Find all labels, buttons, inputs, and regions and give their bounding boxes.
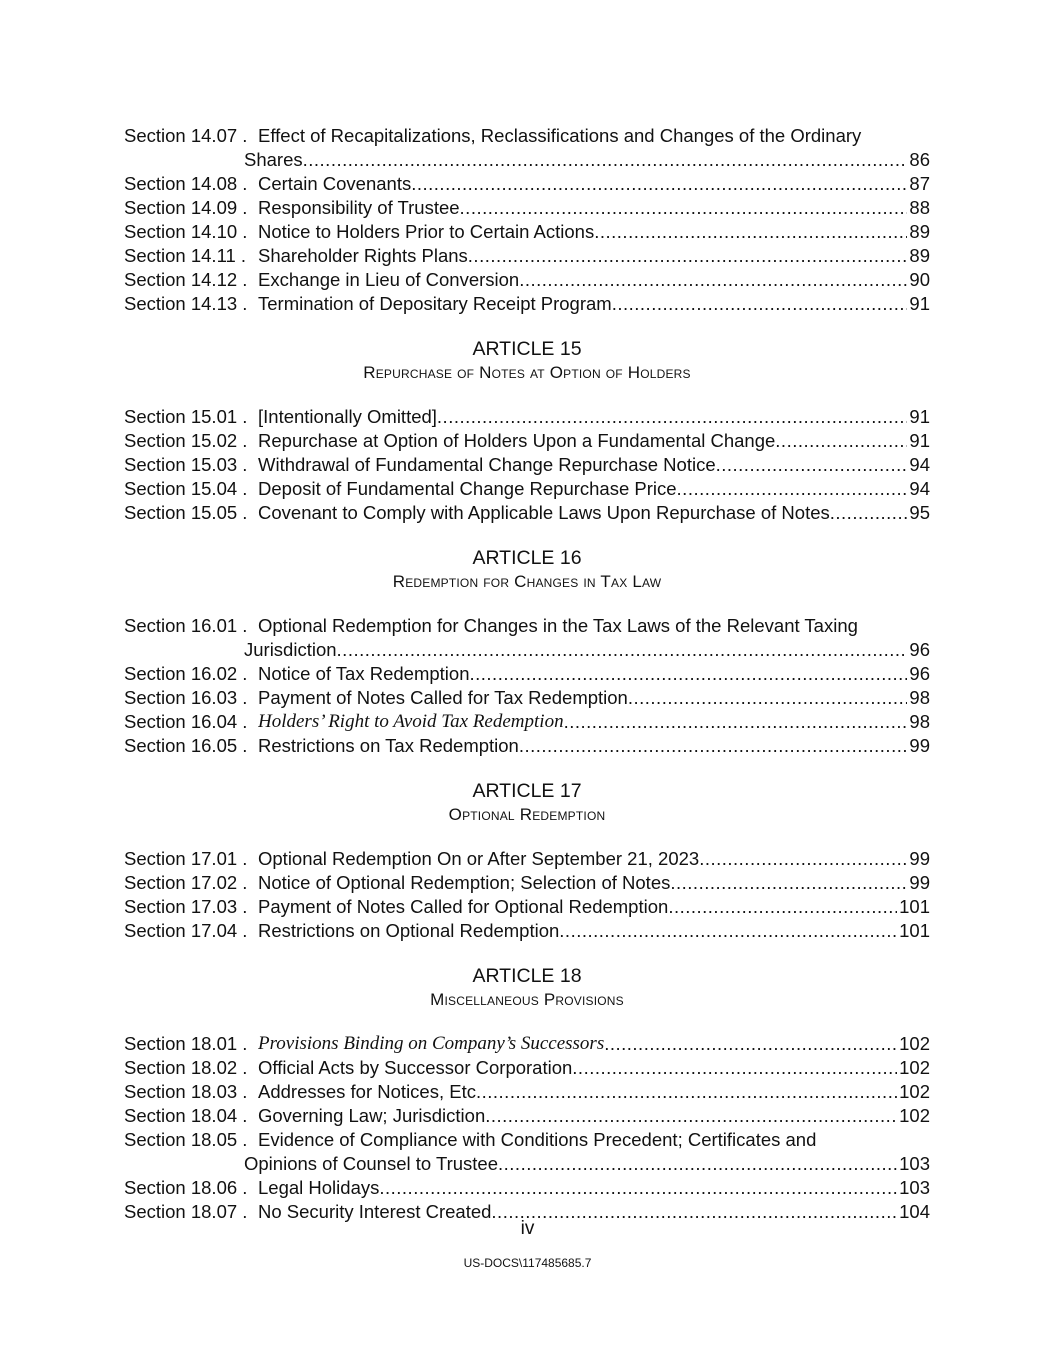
toc-page-number: 104	[899, 1201, 930, 1222]
dot-leader	[716, 453, 908, 477]
toc-entry-title-wrap	[258, 244, 930, 268]
section-number: Section 14.12 .	[124, 269, 248, 290]
toc-entry-title-wrap	[258, 871, 930, 895]
toc-entry-title-wrap	[258, 453, 930, 477]
toc-leader-line	[258, 244, 930, 268]
dot-leader	[612, 292, 908, 316]
section-number: Section 18.04 .	[124, 1105, 248, 1126]
section-number: Section 18.01 .	[124, 1033, 248, 1054]
toc-entry-title-wrap	[258, 196, 930, 220]
toc-entry-title-wrap	[258, 710, 930, 734]
toc-entry	[124, 1056, 930, 1080]
section-number: Section 14.13 .	[124, 293, 248, 314]
toc-page-number: 91	[909, 293, 930, 314]
toc-entry	[124, 292, 930, 316]
dot-leader	[519, 734, 908, 758]
dot-leader	[668, 895, 897, 919]
toc-page-number: 102	[899, 1057, 930, 1078]
toc-entry-title-wrap	[258, 895, 930, 919]
toc-entry-title-wrap	[258, 734, 930, 758]
toc-leader-line	[258, 734, 930, 758]
toc-page-number: 103	[899, 1177, 930, 1198]
toc-page-number: 90	[909, 269, 930, 290]
toc-entry-title: Restrictions on Optional Redemption	[258, 920, 560, 941]
toc-entry-title-wrap	[244, 148, 930, 172]
section-number: Section 14.10 .	[124, 221, 248, 242]
toc-page-number: 99	[909, 848, 930, 869]
toc-entry	[124, 686, 930, 710]
toc-entry	[124, 244, 930, 268]
toc-entry-title: Evidence of Compliance with Conditions Precedent; Certificates and	[258, 1129, 817, 1150]
toc-entry	[124, 1128, 930, 1152]
toc-entry	[124, 662, 930, 686]
toc-page-number: 94	[909, 478, 930, 499]
toc-entry	[124, 453, 930, 477]
toc-entry-title-wrap	[258, 477, 930, 501]
dot-leader	[594, 220, 907, 244]
dot-leader	[476, 1080, 897, 1104]
dot-leader	[699, 847, 907, 871]
dot-leader	[572, 1056, 897, 1080]
toc-entry-title-wrap	[258, 172, 930, 196]
toc-entry-title: Jurisdiction	[244, 639, 337, 660]
toc-leader-line	[258, 501, 930, 525]
dot-leader	[437, 405, 908, 429]
toc-entry-title-wrap	[258, 268, 930, 292]
toc-entry	[124, 1032, 930, 1056]
article-heading: ARTICLE 17	[472, 780, 582, 802]
section-number: Section 14.08 .	[124, 173, 248, 194]
section-number: Section 15.02 .	[124, 430, 248, 451]
dot-leader	[337, 638, 908, 662]
toc-entry-title-wrap	[258, 614, 930, 638]
toc-entry	[124, 220, 930, 244]
toc-leader-line	[258, 686, 930, 710]
section-number: Section 18.06 .	[124, 1177, 248, 1198]
toc-page-number: 96	[909, 663, 930, 684]
toc-leader-line	[258, 1176, 930, 1200]
toc-leader-line	[258, 1080, 930, 1104]
toc-entry-title: Deposit of Fundamental Change Repurchase Price	[258, 478, 677, 499]
toc-entry	[124, 196, 930, 220]
toc-entry	[124, 871, 930, 895]
toc-entry-title: Provisions Binding on Company’s Successors	[258, 1033, 605, 1054]
toc-entry	[124, 614, 930, 638]
dot-leader	[460, 196, 908, 220]
toc-entry-title-wrap	[258, 220, 930, 244]
article-heading: ARTICLE 18	[472, 965, 582, 987]
section-number: Section 16.03 .	[124, 687, 248, 708]
toc-entry-title-wrap	[258, 1104, 930, 1128]
toc-page-number: 89	[909, 245, 930, 266]
toc-leader-line	[258, 895, 930, 919]
toc-entry	[124, 477, 930, 501]
toc-entry-title: Optional Redemption for Changes in the Tax Laws of the Relevant Taxing	[258, 615, 858, 636]
toc-entry-title: Termination of Depositary Receipt Program	[258, 293, 612, 314]
section-number: Section 18.02 .	[124, 1057, 248, 1078]
toc-entry-title: Legal Holidays	[258, 1177, 380, 1198]
toc-leader-line	[258, 172, 930, 196]
toc-entry-title-wrap	[258, 429, 930, 453]
toc-entry	[124, 124, 930, 148]
toc-entry-title-wrap	[258, 1128, 930, 1152]
toc-page-number: 99	[909, 735, 930, 756]
toc-entry-title: Official Acts by Successor Corporation	[258, 1057, 573, 1078]
toc-entry	[124, 919, 930, 943]
article-subtitle: Redemption for Changes in Tax Law	[392, 572, 662, 591]
toc-entry-title: Shares	[244, 149, 303, 170]
dot-leader	[559, 919, 897, 943]
toc-entry-title: Notice of Optional Redemption; Selection of Notes	[258, 872, 671, 893]
toc-page-number: 102	[899, 1033, 930, 1054]
toc-page-number: 95	[909, 502, 930, 523]
toc-leader-line	[258, 292, 930, 316]
toc-leader-line	[258, 429, 930, 453]
section-number: Section 16.04 .	[124, 711, 248, 732]
section-number: Section 15.05 .	[124, 502, 248, 523]
section-number: Section 17.04 .	[124, 920, 248, 941]
section-number: Section 16.01 .	[124, 615, 248, 636]
toc-page-number: 101	[899, 896, 930, 917]
toc-entry-title: No Security Interest Created	[258, 1201, 492, 1222]
toc-entry-title-wrap	[244, 1152, 930, 1176]
toc-entry-title: Payment of Notes Called for Optional Redemption	[258, 896, 669, 917]
toc-entry	[124, 710, 930, 734]
toc-entry-title: Exchange in Lieu of Conversion	[258, 269, 520, 290]
dot-leader	[498, 1152, 897, 1176]
section-number: Section 14.09 .	[124, 197, 248, 218]
toc-entry-title: Covenant to Comply with Applicable Laws Upon Repurchase of Notes	[258, 502, 830, 523]
toc-page-number: 102	[899, 1081, 930, 1102]
section-number: Section 14.11 .	[124, 245, 247, 266]
toc-entry-continuation	[124, 638, 930, 662]
toc-entry	[124, 1080, 930, 1104]
toc-entry-title-wrap	[258, 124, 930, 148]
toc-page-number: 101	[899, 920, 930, 941]
toc-entry-title: Withdrawal of Fundamental Change Repurchase Notice	[258, 454, 716, 475]
toc-page-number: 94	[909, 454, 930, 475]
toc-leader-line	[258, 1056, 930, 1080]
toc-entry	[124, 1104, 930, 1128]
toc-entry	[124, 895, 930, 919]
toc-entry-title: Notice of Tax Redemption	[258, 663, 470, 684]
toc-entry-title: Addresses for Notices, Etc	[258, 1081, 476, 1102]
section-number: Section 15.04 .	[124, 478, 248, 499]
dot-leader	[677, 477, 908, 501]
toc-leader-line	[244, 1152, 930, 1176]
toc-entry	[124, 1176, 930, 1200]
toc-leader-line	[258, 710, 930, 734]
toc-leader-line	[258, 453, 930, 477]
toc-page-number: 98	[909, 687, 930, 708]
toc-entry	[124, 405, 930, 429]
toc-page-number: 98	[909, 711, 930, 732]
dot-leader	[379, 1176, 897, 1200]
toc-page-number: 103	[899, 1153, 930, 1174]
toc-leader-line	[258, 847, 930, 871]
article-subtitle: Miscellaneous Provisions	[430, 990, 624, 1009]
toc-entry-title-wrap	[258, 662, 930, 686]
article-subtitle: Optional Redemption	[448, 805, 606, 824]
toc-page-number: 87	[909, 173, 930, 194]
section-number: Section 15.01 .	[124, 406, 248, 427]
dot-leader	[485, 1104, 897, 1128]
toc-entry-title-wrap	[258, 501, 930, 525]
toc-entry-title: Holders’ Right to Avoid Tax Redemption	[258, 711, 564, 732]
dot-leader	[411, 172, 907, 196]
section-number: Section 17.02 .	[124, 872, 248, 893]
dot-leader	[830, 501, 908, 525]
toc-entry-title-wrap	[258, 1080, 930, 1104]
toc-entry-title: Certain Covenants	[258, 173, 412, 194]
dot-leader	[775, 429, 907, 453]
article-heading: ARTICLE 16	[472, 547, 582, 569]
toc-leader-line	[258, 1032, 930, 1056]
toc-leader-line	[258, 405, 930, 429]
table-of-contents	[124, 124, 930, 1224]
article-heading: ARTICLE 15	[472, 338, 582, 360]
toc-entry-title: Responsibility of Trustee	[258, 197, 460, 218]
toc-page-number: 102	[899, 1105, 930, 1126]
toc-leader-line	[244, 148, 930, 172]
toc-leader-line	[258, 662, 930, 686]
section-number: Section 17.01 .	[124, 848, 248, 869]
toc-entry-continuation	[124, 148, 930, 172]
dot-leader	[519, 268, 907, 292]
toc-leader-line	[258, 919, 930, 943]
dot-leader	[670, 871, 907, 895]
toc-entry-title-wrap	[258, 405, 930, 429]
toc-entry-title: Payment of Notes Called for Tax Redemption	[258, 687, 628, 708]
toc-entry	[124, 734, 930, 758]
article-subtitle: Repurchase of Notes at Option of Holders	[363, 363, 691, 382]
toc-entry-title: Governing Law; Jurisdiction	[258, 1105, 486, 1126]
dot-leader	[303, 148, 908, 172]
toc-leader-line	[258, 1104, 930, 1128]
document-id: US-DOCS\117485685.7	[463, 1256, 592, 1270]
section-number: Section 18.03 .	[124, 1081, 248, 1102]
toc-page-number: 89	[909, 221, 930, 242]
toc-entry-title-wrap	[244, 638, 930, 662]
toc-leader-line	[258, 871, 930, 895]
toc-leader-line	[258, 196, 930, 220]
page-number: iv	[520, 1218, 535, 1239]
toc-entry-title-wrap	[258, 292, 930, 316]
section-number: Section 18.07 .	[124, 1201, 248, 1222]
toc-entry	[124, 501, 930, 525]
toc-entry-title-wrap	[258, 1056, 930, 1080]
dot-leader	[628, 686, 908, 710]
dot-leader	[470, 662, 908, 686]
toc-page-number: 86	[909, 149, 930, 170]
section-number: Section 18.05 .	[124, 1129, 248, 1150]
section-number: Section 16.05 .	[124, 735, 248, 756]
section-number: Section 16.02 .	[124, 663, 248, 684]
toc-page-number: 88	[909, 197, 930, 218]
toc-entry-title: Optional Redemption On or After September 21, 2023	[258, 848, 700, 869]
toc-entry	[124, 429, 930, 453]
toc-leader-line	[258, 220, 930, 244]
toc-page-number: 91	[909, 406, 930, 427]
toc-entry-continuation	[124, 1152, 930, 1176]
dot-leader	[564, 710, 908, 734]
toc-entry-title: [Intentionally Omitted]	[258, 406, 437, 427]
toc-entry-title: Repurchase at Option of Holders Upon a Fundamental Change	[258, 430, 776, 451]
dot-leader	[604, 1032, 897, 1056]
toc-entry-title-wrap	[258, 1176, 930, 1200]
dot-leader	[468, 244, 908, 268]
toc-entry	[124, 268, 930, 292]
toc-entry-title: Restrictions on Tax Redemption	[258, 735, 519, 756]
toc-entry-title-wrap	[258, 686, 930, 710]
toc-leader-line	[244, 638, 930, 662]
toc-entry-title: Opinions of Counsel to Trustee	[244, 1153, 499, 1174]
toc-leader-line	[258, 268, 930, 292]
toc-page-number: 91	[909, 430, 930, 451]
section-number: Section 17.03 .	[124, 896, 248, 917]
toc-page-number: 96	[909, 639, 930, 660]
toc-page-number: 99	[909, 872, 930, 893]
section-number: Section 15.03 .	[124, 454, 248, 475]
toc-entry	[124, 172, 930, 196]
toc-leader-line	[258, 477, 930, 501]
toc-entry-title-wrap	[258, 1032, 930, 1056]
section-number: Section 14.07 .	[124, 125, 248, 146]
toc-entry-title: Effect of Recapitalizations, Reclassifications and Changes of the Ordinary	[258, 125, 862, 146]
toc-entry-title: Notice to Holders Prior to Certain Actions	[258, 221, 595, 242]
toc-entry-title: Shareholder Rights Plans	[258, 245, 468, 266]
toc-entry	[124, 847, 930, 871]
toc-entry-title-wrap	[258, 847, 930, 871]
toc-entry-title-wrap	[258, 919, 930, 943]
